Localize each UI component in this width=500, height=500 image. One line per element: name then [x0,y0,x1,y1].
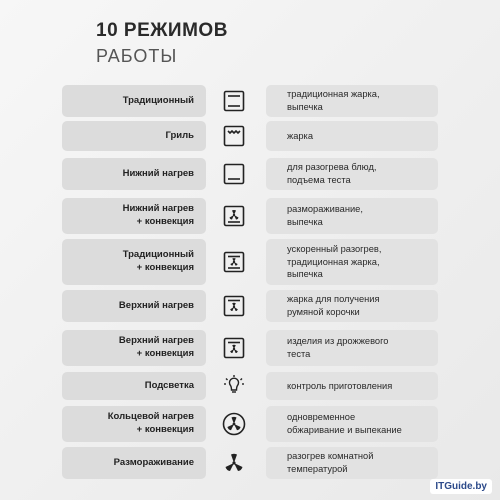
bottom-heat-icon [222,162,246,186]
mode-name: Подсветка [62,372,206,400]
mode-name: Верхний нагрев + конвекция [62,330,206,366]
mode-name: Традиционный + конвекция [62,239,206,285]
mode-name: Нижний нагрев [62,158,206,190]
mode-description: ускоренный разогрев, традиционная жарка, выпечка [266,239,438,285]
mode-name: Кольцевой нагрев + конвекция [62,406,206,442]
bottom-heat-fan-icon [222,204,246,228]
page-subtitle: РАБОТЫ [96,46,178,66]
mode-name: Традиционный [62,85,206,117]
lamp-icon [222,374,246,398]
mode-name: Гриль [62,121,206,151]
mode-description: одновременное обжаривание и выпекание [266,406,438,442]
mode-description: размораживание, выпечка [266,198,438,234]
oven-top-bottom-heat-icon [222,89,246,113]
grill-icon [222,124,246,148]
mode-description: разогрев комнатной температурой [266,447,438,479]
mode-description: жарка [266,121,438,151]
top-bottom-heat-fan-icon [222,250,246,274]
mode-description: изделия из дрожжевого теста [266,330,438,366]
watermark-logo: ITGuide.by [430,479,492,494]
ring-heater-fan-icon [222,412,246,436]
mode-description: жарка для получения румяной корочки [266,290,438,322]
mode-name: Верхний нагрев [62,290,206,322]
top-heat-convection-icon [222,336,246,360]
page-title: 10 РЕЖИМОВ [96,20,228,41]
mode-name: Нижний нагрев + конвекция [62,198,206,234]
mode-description: традиционная жарка, выпечка [266,85,438,117]
mode-description: контроль приготовления [266,372,438,400]
mode-description: для разогрева блюд, подъема теста [266,158,438,190]
top-heat-fan-icon [222,294,246,318]
defrost-fan-icon [222,451,246,475]
mode-name: Размораживание [62,447,206,479]
